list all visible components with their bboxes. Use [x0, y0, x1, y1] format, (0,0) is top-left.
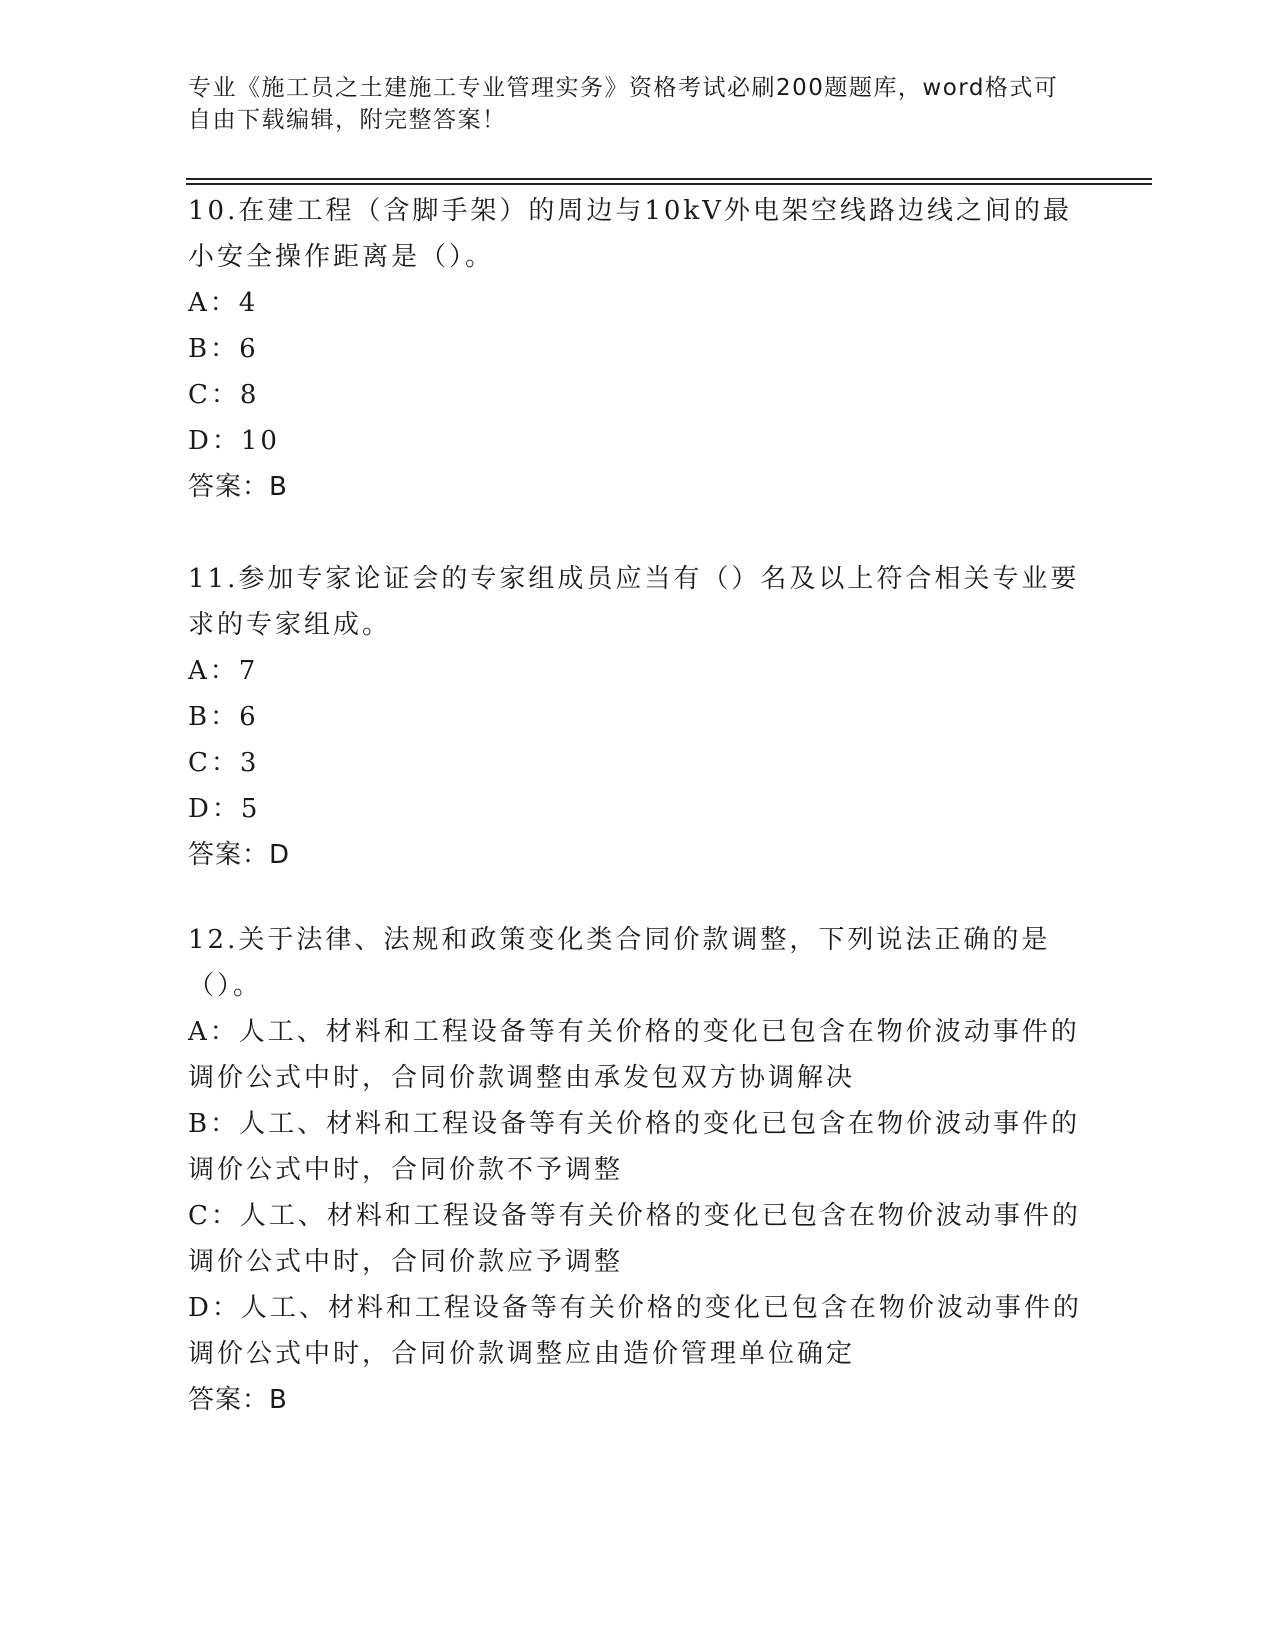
header-divider-bottom [186, 183, 1152, 185]
document-header [188, 72, 1068, 136]
question-11 [188, 556, 1088, 878]
answer-label: 答案：B [188, 472, 288, 502]
header-title: 专业《施工员之土建施工专业管理实务》资格考试必刷200题题库，word格式可自由下载编辑，附完整答案！ [188, 75, 1059, 133]
answer-label: 答案：B [188, 1385, 288, 1415]
option-b: B：6 [188, 334, 259, 364]
option-c: C：3 [188, 748, 260, 778]
option-d: D：10 [188, 426, 280, 456]
header-divider-top [186, 178, 1152, 180]
option-d: D：5 [188, 794, 261, 824]
question-stem: 12.关于法律、法规和政策变化类合同价款调整，下列说法正确的是（）。 [188, 925, 1051, 1001]
option-d: D：人工、材料和工程设备等有关价格的变化已包含在物价波动事件的调价公式中时，合同价款调整应由造价管理单位确定 [188, 1293, 1082, 1369]
option-b: B：6 [188, 702, 259, 732]
option-b: B：人工、材料和工程设备等有关价格的变化已包含在物价波动事件的调价公式中时，合同价款不予调整 [188, 1109, 1081, 1185]
option-c: C：人工、材料和工程设备等有关价格的变化已包含在物价波动事件的调价公式中时，合同价款应予调整 [188, 1201, 1081, 1277]
option-c: C：8 [188, 380, 260, 410]
option-a: A：4 [188, 288, 259, 318]
answer-label: 答案：D [188, 840, 291, 870]
question-stem: 11.参加专家论证会的专家组成员应当有（）名及以上符合相关专业要求的专家组成。 [188, 564, 1080, 640]
question-12 [188, 917, 1088, 1423]
option-a: A：7 [188, 656, 259, 686]
option-a: A：人工、材料和工程设备等有关价格的变化已包含在物价波动事件的调价公式中时，合同价款调整由承发包双方协调解决 [188, 1017, 1080, 1093]
question-stem: 10.在建工程（含脚手架）的周边与10kV外电架空线路边线之间的最小安全操作距离是（）。 [188, 196, 1072, 272]
question-10 [188, 188, 1088, 510]
